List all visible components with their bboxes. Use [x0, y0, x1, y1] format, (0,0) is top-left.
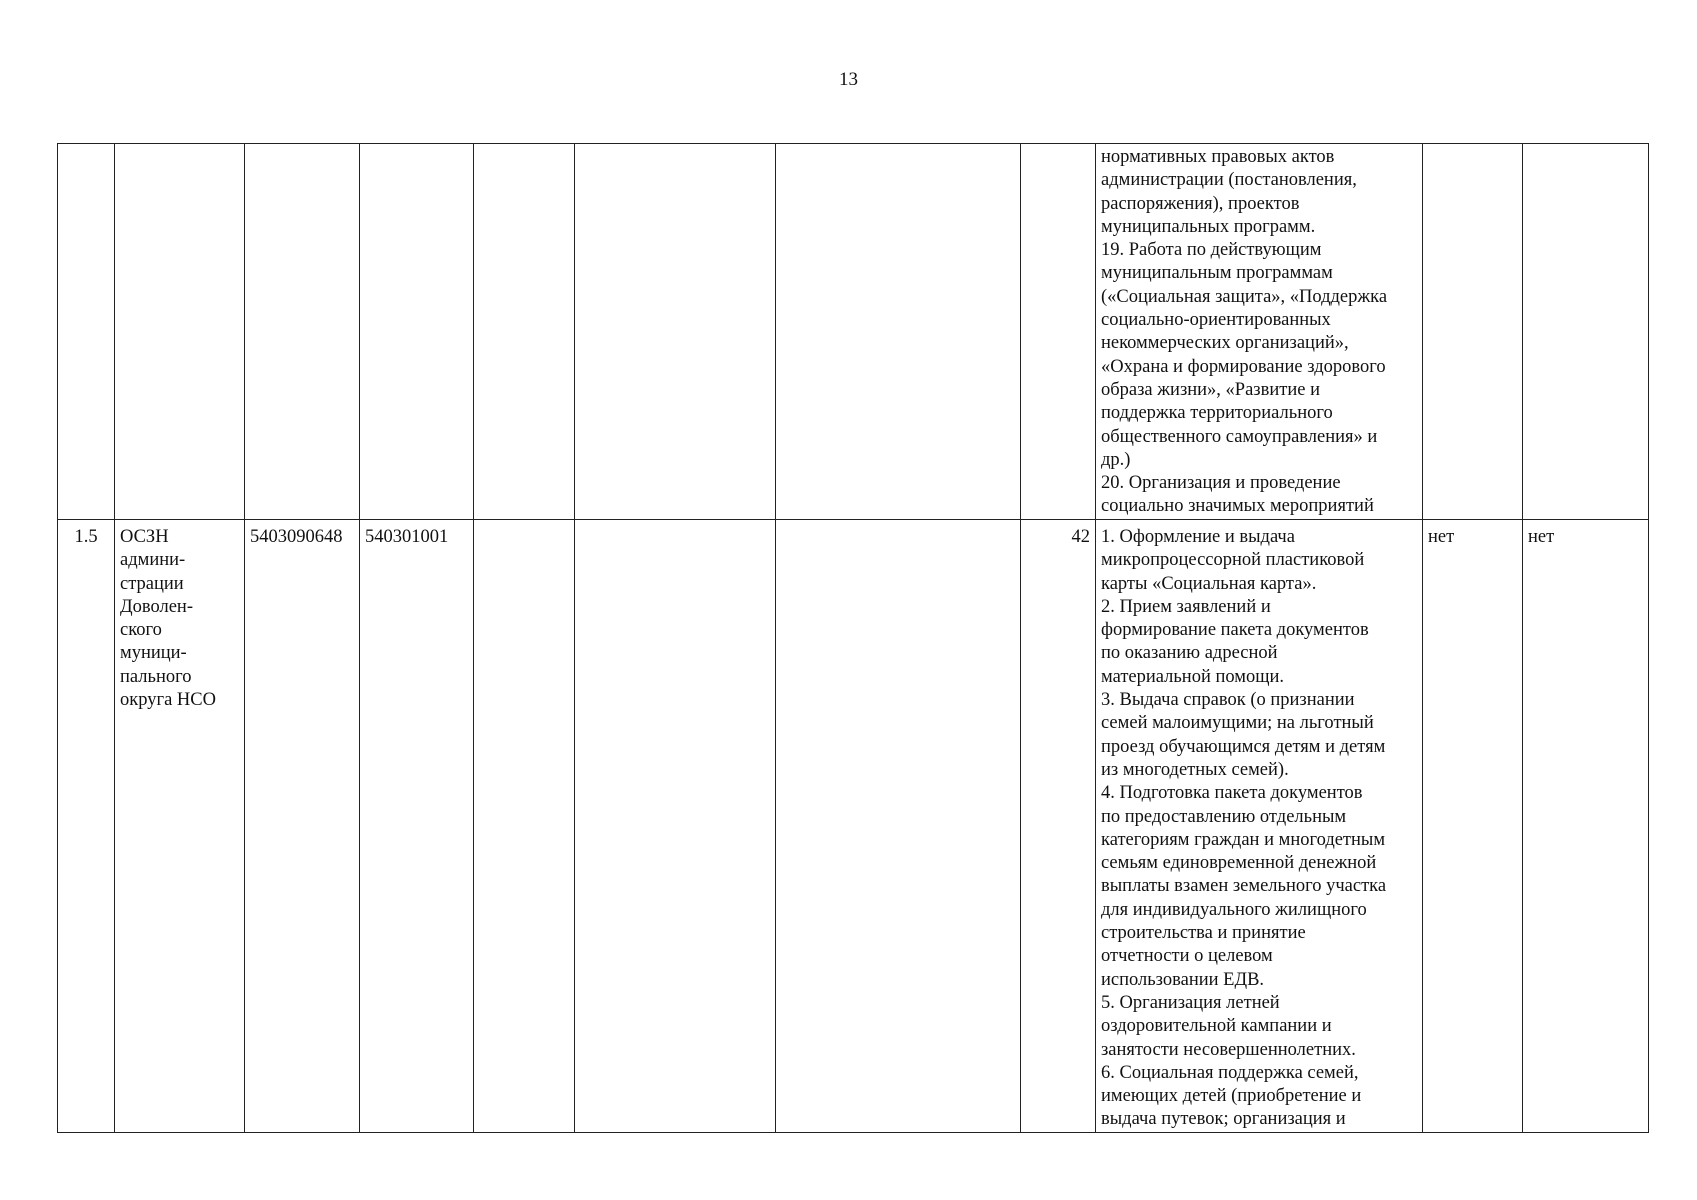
- cell-functions: нормативных правовых актов администрации (постановления, распоряжения), проектов муниципальных программ. 19. Работа по действующим муниципальным программам («Социальная защита», «Поддержка социально-ориентированных некоммерческих организаций», «Охрана и формирование здорового образа жизни», «Развитие и поддержка территориального общественного самоуправления» и др.) 20. Организация и проведение социально значимых мероприятий: [1096, 144, 1423, 520]
- cell-index: 1.5: [58, 520, 115, 1133]
- cell-column-7: [776, 520, 1021, 1133]
- cell-organization-name: ОСЗН админи- страции Доволен- ского муници- пального округа НСО: [115, 520, 245, 1133]
- cell-organization-name: [115, 144, 245, 520]
- cell-column-7: [776, 144, 1021, 520]
- cell-column-11: нет: [1523, 520, 1649, 1133]
- cell-column-6: [575, 144, 776, 520]
- cell-kpp: [360, 144, 474, 520]
- cell-column-5: [474, 520, 575, 1133]
- cell-kpp: 540301001: [360, 520, 474, 1133]
- cell-staff-count: 42: [1021, 520, 1096, 1133]
- cell-column-6: [575, 520, 776, 1133]
- cell-inn: 5403090648: [245, 520, 360, 1133]
- cell-index: [58, 144, 115, 520]
- cell-inn: [245, 144, 360, 520]
- page-number: 13: [839, 69, 858, 90]
- cell-column-5: [474, 144, 575, 520]
- cell-staff-count: [1021, 144, 1096, 520]
- cell-column-10: нет: [1423, 520, 1523, 1133]
- table-row: [58, 520, 1649, 1133]
- cell-functions: 1. Оформление и выдача микропроцессорной пластиковой карты «Социальная карта». 2. Прием заявлений и формирование пакета документов по оказанию адресной материальной помощи. 3. Выдача справок (о признании семей малоимущими; на льготный проезд обучающимся детям и детям из многодетных семей). 4. Подготовка пакета документов по предоставлению отдельным категориям граждан и многодетным семьям единовременной денежной выплаты взамен земельного участка для индивидуального жилищного строительства и принятие отчетности о целевом использовании ЕДВ. 5. Организация летней оздоровительной кампании и занятости несовершеннолетних. 6. Социальная поддержка семей, имеющих детей (приобретение и выдача путевок; организация и: [1096, 520, 1423, 1133]
- organizations-table: [57, 143, 1649, 1133]
- cell-column-11: [1523, 144, 1649, 520]
- table-row: [58, 144, 1649, 520]
- cell-column-10: [1423, 144, 1523, 520]
